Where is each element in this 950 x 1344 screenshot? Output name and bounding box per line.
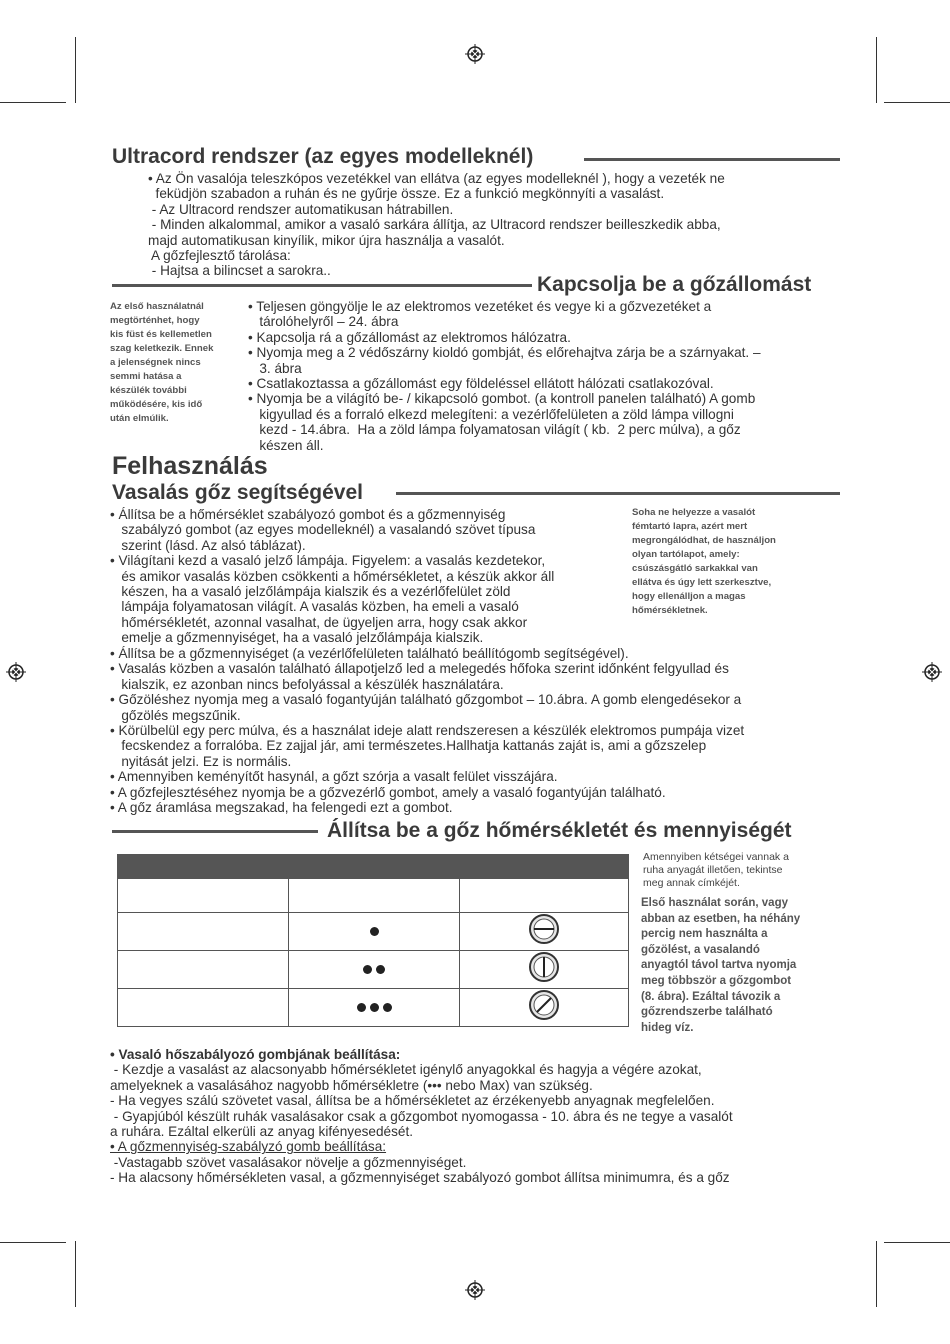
note-line: a jelenségnek nincs bbox=[110, 357, 201, 368]
steam-heading: • A gőzmennyiség-szabályzó gomb beállítása: bbox=[110, 1139, 387, 1155]
note-line: gőzölést, a vasalandó bbox=[641, 943, 760, 956]
note-line: abban az esetben, ha néhány bbox=[641, 912, 801, 925]
vasalas-steps bbox=[110, 507, 554, 646]
registration-mark-icon bbox=[465, 44, 485, 64]
note-line: hőmérsékletnek. bbox=[632, 605, 708, 616]
label-check-note bbox=[643, 851, 789, 890]
settings-table bbox=[117, 854, 629, 1027]
note-line: anyagtól távol tartva nyomja bbox=[641, 959, 797, 972]
text-line: - Kezdje a vasalást az alacsonyabb hőmérsékletet igénylő anyagokkal és hagyja a végére azokat, bbox=[110, 1062, 702, 1078]
text-line: feküdjön szabadon a ruhán és ne gyűrje össze. Ez a funkció megkönnyíti a vasalást. bbox=[148, 186, 665, 202]
note-line: Az első használatnál bbox=[110, 301, 204, 312]
crop-mark bbox=[884, 1242, 950, 1243]
temperature-dot-icon bbox=[383, 1003, 392, 1012]
temperature-dot-icon bbox=[357, 1003, 366, 1012]
note-line: gőzrendszerbe található bbox=[641, 1006, 773, 1019]
registration-mark-icon bbox=[6, 662, 26, 682]
text-line: • Kapcsolja rá a gőzállomást az elektromos hálózatra. bbox=[248, 329, 571, 345]
note-line: semmi hatása a bbox=[110, 371, 182, 382]
text-line: kezd - 14.ábra. Ha a zöld lámpa folyamatosan világít ( kb. 2 perc múlva), a gőz bbox=[248, 422, 741, 438]
text-line: kialszik, ez azonban nincs befolyással a készülék használatára. bbox=[110, 676, 504, 692]
note-line: olyan tartólapot, amely: bbox=[632, 549, 740, 560]
text-line: • A gőz áramlása megszakad, ha felengedi ezt a gombot. bbox=[110, 800, 453, 816]
crop-mark bbox=[876, 1241, 877, 1307]
crop-mark bbox=[0, 102, 66, 103]
first-steam-note bbox=[641, 896, 800, 1036]
iron-rest-note bbox=[632, 506, 776, 618]
text-line: - Hajtsa a bilincset a sarokra.. bbox=[148, 263, 331, 279]
crop-mark bbox=[876, 37, 877, 103]
table-row bbox=[118, 989, 629, 1027]
temperature-dot-icon bbox=[363, 965, 372, 974]
table-row bbox=[118, 951, 629, 989]
text-line: gőzölés megszűnik. bbox=[110, 707, 241, 723]
note-line: hideg víz. bbox=[641, 1021, 694, 1034]
text-line: • Vasalás közben a vasalón található állapotjelző led a melegedés hőfoka szerint időnként felgyullad és bbox=[110, 661, 729, 677]
heat-heading: • Vasaló hőszabályozó gombjának beállítása: bbox=[110, 1047, 401, 1062]
text-line: • Nyomja be a világító be- / kikapcsoló gombot. (a kontroll panelen található) A gomb bbox=[248, 391, 756, 407]
note-line: ruha anyagát illetően, tekintse bbox=[643, 864, 783, 876]
note-line: kis füst és kellemetlen bbox=[110, 329, 212, 340]
note-line: Amennyiben kétségei vannak a bbox=[643, 851, 789, 863]
ultracord-heading: Ultracord rendszer (az egyes modelleknél) bbox=[112, 145, 534, 168]
vasalas-heading: Vasalás gőz segítségével bbox=[112, 481, 363, 504]
note-line: Soha ne helyezze a vasalót bbox=[632, 507, 756, 518]
text-line: - Az Ultracord rendszer automatikusan hátrabillen. bbox=[148, 201, 454, 217]
note-line: meg annak címkéjét. bbox=[643, 877, 740, 889]
text-line: • Gőzöléshez nyomja meg a vasaló fogantyúján található gőzgombot – 10.ábra. A gomb elengedésekor a bbox=[110, 692, 742, 708]
text-line: majd automatikusan kinyílik, mikor újra használja a vasalót. bbox=[148, 232, 505, 248]
note-line: hogy ellenálljon a magas bbox=[632, 591, 746, 602]
text-line: • Teljesen göngyölje le az elektromos vezetéket és vegye ki a gőzvezetéket a bbox=[248, 299, 712, 314]
note-line: ellátva és úgy lett szerkesztve, bbox=[632, 577, 772, 588]
crop-mark bbox=[0, 1242, 66, 1243]
heading-rule bbox=[112, 284, 532, 287]
note-line: szag keletkezik. Ennek bbox=[110, 343, 214, 354]
text-line: a ruhára. Ezáltal elkerüli az anyag kifényesedését. bbox=[110, 1124, 414, 1140]
text-line: • Az Ön vasalója teleszkópos vezetékkel van ellátva (az egyes modelleknél ), hogy a vezeték ne bbox=[148, 171, 725, 186]
text-line: • Körülbelül egy perc múlva, és a használat ideje alatt rendszeresen a készülék elektromos pumpája vizet bbox=[110, 723, 745, 739]
text-line: 3. ábra bbox=[248, 360, 302, 376]
temperature-dot-icon bbox=[370, 927, 379, 936]
text-line: készen áll. bbox=[248, 437, 324, 453]
table-row bbox=[118, 913, 629, 951]
kapcsolja-heading: Kapcsolja be a gőzállomást bbox=[537, 273, 812, 296]
dial-icon bbox=[525, 951, 563, 983]
dial-icon bbox=[525, 913, 563, 945]
text-line: A gőzfejlesztő tárolása: bbox=[148, 248, 291, 264]
registration-mark-icon bbox=[465, 1280, 485, 1300]
crop-mark bbox=[75, 37, 76, 103]
text-line: kigyullad és a forraló elkezd melegíteni: a vezérlőfelületen a zöld lámpa villogni bbox=[248, 406, 734, 422]
text-line: - Minden alkalommal, amikor a vasaló sarkára állítja, az Ultracord rendszer beilleszkedik abba, bbox=[148, 217, 721, 233]
note-line: megtörténhet, hogy bbox=[110, 315, 200, 326]
text-line: - Ha alacsony hőmérsékleten vasal, a gőzmennyiséget szabályozó gombot állítsa minimumra, és a gőz bbox=[110, 1170, 730, 1186]
text-line: • A gőzfejlesztéséhez nyomja be a gőzvezérlő gombot, amely a vasaló fogantyúján található. bbox=[110, 784, 666, 800]
text-line: szabályzó gombot (az egyes modelleknél) a vasalandó szövet típusa bbox=[110, 522, 536, 538]
note-line: percig nem használta a bbox=[641, 928, 768, 941]
note-line: csúszásgátló sarkakkal van bbox=[632, 563, 758, 574]
text-line: nyitását jelzi. Ez is normális. bbox=[110, 753, 292, 769]
text-line: - Gyapjúból készült ruhák vasalásakor csak a gőzgombot nyomogassa - 10. ábra és ne tegye a vasalót bbox=[110, 1108, 733, 1124]
table-header-row bbox=[118, 855, 629, 879]
heading-rule bbox=[112, 830, 318, 833]
allitsa-heading: Állítsa be a gőz hőmérsékletét és mennyiségét bbox=[327, 819, 792, 842]
vasalas-steps-wide bbox=[110, 646, 744, 815]
heat-settings bbox=[110, 1047, 733, 1186]
note-line: fémtartó lapra, azért mert bbox=[632, 521, 748, 532]
note-line: megrongálódhat, de használjon bbox=[632, 535, 776, 546]
text-line: emelje a gőzmennyiséget, ha a vasaló jelzőlámpája kialszik. bbox=[110, 630, 484, 646]
dial-icon bbox=[525, 989, 563, 1021]
ultracord-text bbox=[148, 171, 725, 279]
text-line: hőmérsékletét, azonnal vasalhat, de ügyeljen arra, hogy csak akkor bbox=[110, 614, 528, 630]
text-line: • Világítani kezd a vasaló jelző lámpája. Figyelem: a vasalás kezdetekor, bbox=[110, 553, 546, 569]
note-line: készülék további bbox=[110, 385, 187, 396]
text-line: tárolóhelyről – 24. ábra bbox=[248, 314, 399, 330]
note-line: Első használat során, vagy bbox=[641, 897, 789, 909]
text-line: • Állítsa be a gőzmennyiséget (a vezérlőfelületen található beállítógomb segítségével). bbox=[110, 646, 629, 661]
text-line: lámpája folyamatosan világít. A vasalás közben, ha emeli a vasaló bbox=[110, 599, 519, 615]
crop-mark bbox=[884, 102, 950, 103]
note-line: után elmúlik. bbox=[110, 413, 169, 424]
felhasznalas-title: Felhasználás bbox=[112, 452, 268, 480]
crop-mark bbox=[75, 1241, 76, 1307]
text-line: - Ha vegyes szálú szövetet vasal, állítsa be a hőmérsékletet az érzékenyebb anyagnak megfelelően. bbox=[110, 1093, 715, 1109]
text-line: fecskendez a forralóba. Ez zajjal jár, ami természetes.Hallhatja kattanás zaját is, ami a gőzszelep bbox=[110, 738, 707, 754]
first-use-note bbox=[110, 300, 213, 426]
registration-mark-icon bbox=[922, 662, 942, 682]
text-line: amelyeknek a vasalásához nagyobb hőmérsékletre (••• nebo Max) van szükség. bbox=[110, 1077, 593, 1093]
note-line: (8. ábra). Ezáltal távozik a bbox=[641, 990, 781, 1003]
temperature-dot-icon bbox=[376, 965, 385, 974]
table-row bbox=[118, 879, 629, 913]
text-line: • Nyomja meg a 2 védőszárny kioldó gombját, és előrehajtva zárja be a szárnyakat. – bbox=[248, 345, 761, 361]
text-line: • Állítsa be a hőmérséklet szabályozó gombot és a gőzmennyiség bbox=[110, 507, 506, 522]
kapcsolja-steps bbox=[248, 299, 761, 453]
text-line: szerint (lásd. Az alsó táblázat). bbox=[110, 537, 306, 553]
heading-rule bbox=[584, 158, 840, 161]
text-line: • Csatlakoztassa a gőzállomást egy földeléssel ellátott hálózati csatlakozóval. bbox=[248, 376, 714, 392]
temperature-dot-icon bbox=[370, 1003, 379, 1012]
note-line: meg többször a gőzgombot bbox=[641, 974, 792, 987]
text-line: és amikor vasalás közben csökkenti a hőmérsékletet, a készük akkor áll bbox=[110, 568, 555, 584]
note-line: működésére, kis idő bbox=[110, 399, 203, 410]
heading-rule bbox=[396, 492, 840, 495]
text-line: • Amennyiben keményítőt hasynál, a gőzt szórja a vasalt felület visszájára. bbox=[110, 769, 558, 785]
text-line: készen, ha a vasaló jelzőlámpája kialszik és a vezérlőfelület zöld bbox=[110, 584, 511, 600]
text-line: -Vastagabb szövet vasalásakor növelje a gőzmennyiséget. bbox=[110, 1154, 467, 1170]
